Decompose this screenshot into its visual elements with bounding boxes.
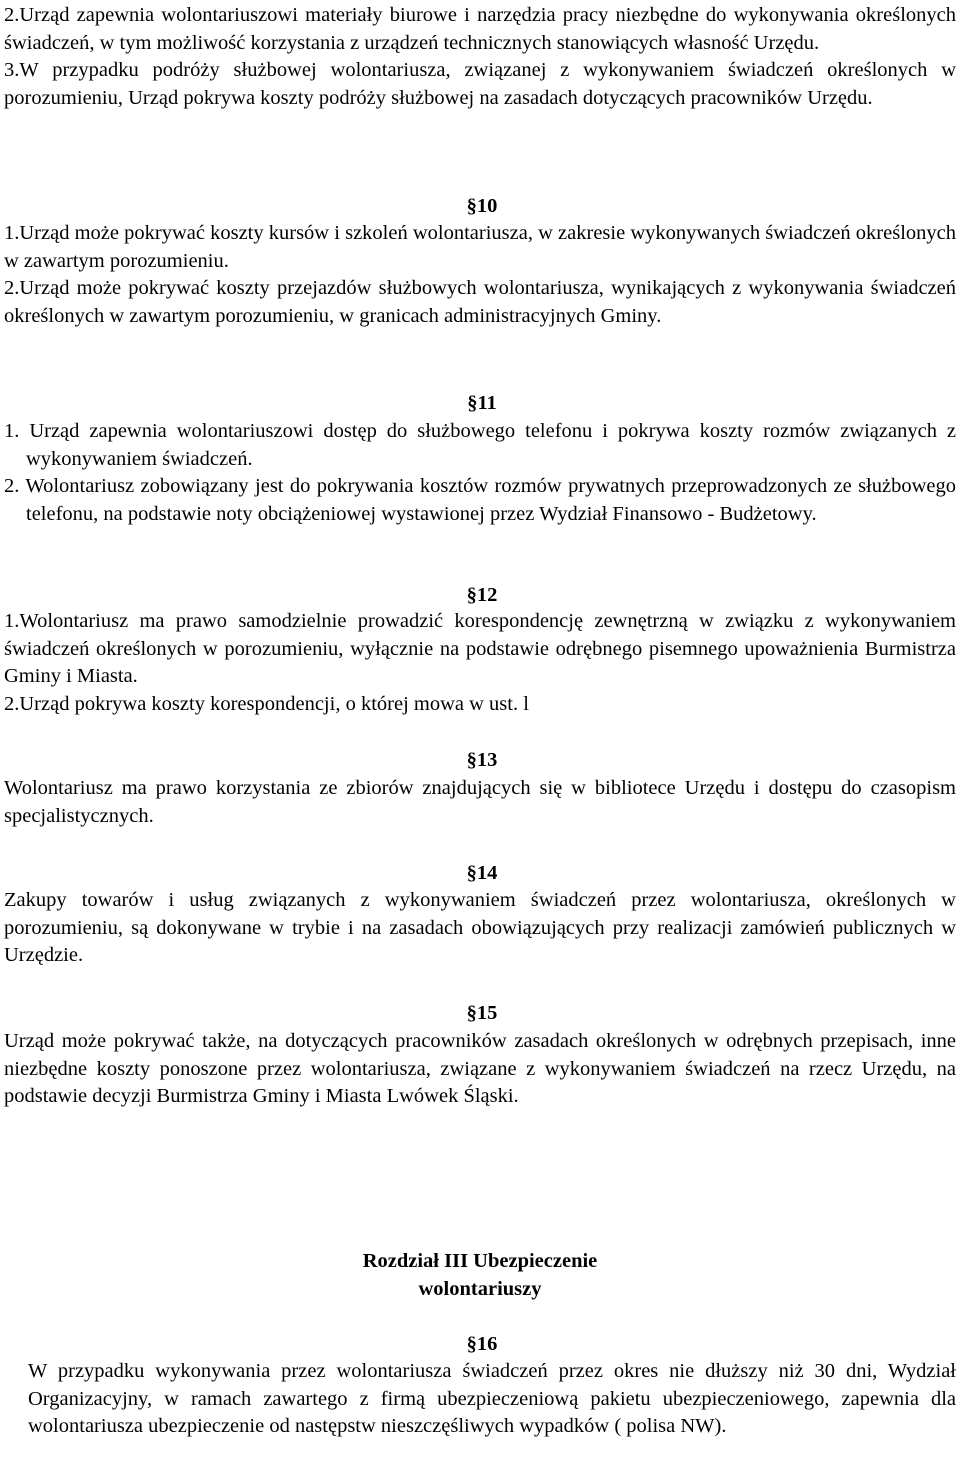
paragraph-2: 2.Urząd zapewnia wolontariuszowi materiały biurowe i narzędzia pracy niezbędne do wykonywania określonych świadczeń, w tym możliwość korzystania z urządzeń technicznych stanowiących własność Urzędu. xyxy=(4,4,956,54)
section-number-14: §14 xyxy=(466,862,498,884)
section-12-paragraph-1: 1.Wolontariusz ma prawo samodzielnie prowadzić korespondencję zewnętrzną w związku z wykonywaniem świadczeń określonych w porozumieniu, wyłącznie na podstawie odrębnego pisemnego upoważnienia Burmistrza Gminy i Miasta. xyxy=(4,610,956,687)
section-14-paragraph-1: Zakupy towarów i usług związanych z wykonywaniem świadczeń przez wolontariusza, określonych w porozumieniu, są dokonywane w trybie i na zasadach obowiązujących przy realizacji zamówień publicznych w Urzędzie. xyxy=(4,889,956,966)
paragraph-3: 3.W przypadku podróży służbowej wolontariusza, związanej z wykonywaniem świadczeń określonych w porozumieniu, Urząd pokrywa koszty podróży służbowej na zasadach dotyczących pracowników Urzędu. xyxy=(4,59,956,109)
section-15 xyxy=(4,1028,956,1111)
section-10-paragraph-2: 2.Urząd może pokrywać koszty przejazdów służbowych wolontariusza, wynikających z wykonywania świadczeń określonych w zawartym porozumieniu, w granicach administracyjnych Gminy. xyxy=(4,277,956,327)
chapter-heading-line-2: wolontariuszy xyxy=(418,1277,542,1300)
section-16-paragraph-1: W przypadku wykonywania przez wolontariusza świadczeń przez okres nie dłuższy niż 30 dni, Wydział Organizacyjny, w ramach zawartego z firmą ubezpieczeniową pakietu ubezpieczeniowego, zapewnia dla wolontariusza ubezpieczenie od następstw nieszczęśliwych wypadków ( polisa NW). xyxy=(28,1360,956,1437)
section-15-paragraph-1: Urząd może pokrywać także, na dotyczących pracowników zasadach określonych w odrębnych przepisach, inne niezbędne koszty ponoszone przez wolontariusza, związane z wykonywaniem świadczeń na rzecz Urzędu, na podstawie decyzji Burmistrza Gminy i Miasta Lwówek Śląski. xyxy=(4,1030,956,1107)
chapter-heading-line-1: Rozdział III Ubezpieczenie xyxy=(362,1250,598,1272)
section-10-paragraph-1: 1.Urząd może pokrywać koszty kursów i szkoleń wolontariusza, w zakresie wykonywanych świadczeń określonych w zawartym porozumieniu. xyxy=(4,222,956,272)
section-11 xyxy=(4,418,956,528)
section-13 xyxy=(4,775,956,830)
section-number-11: §11 xyxy=(467,392,497,414)
section-number-16: §16 xyxy=(466,1333,498,1355)
section-13-paragraph-1: Wolontariusz ma prawo korzystania ze zbiorów znajdujących się w bibliotece Urzędu i dostępu do czasopism specjalistycznych. xyxy=(4,777,956,827)
section-number-12: §12 xyxy=(466,584,498,606)
section-number-10: §10 xyxy=(466,195,498,217)
chapter-heading xyxy=(0,1248,960,1303)
section-10 xyxy=(4,220,956,330)
section-14 xyxy=(4,887,956,970)
section-number-13: §13 xyxy=(466,749,498,771)
section-fragment xyxy=(4,2,956,112)
section-12-paragraph-2: 2.Urząd pokrywa koszty korespondencji, o której mowa w ust. l xyxy=(4,692,529,715)
section-11-paragraph-1: 1. Urząd zapewnia wolontariuszowi dostęp do służbowego telefonu i pokrywa koszty rozmów związanych z wykonywaniem świadczeń. xyxy=(4,420,956,470)
section-12 xyxy=(4,608,956,718)
section-16 xyxy=(28,1358,956,1441)
section-11-paragraph-2: 2. Wolontariusz zobowiązany jest do pokrywania kosztów rozmów prywatnych przeprowadzonych ze służbowego telefonu, na podstawie noty obciążeniowej wystawionej przez Wydział Finansowo - Budżetowy. xyxy=(4,475,956,525)
section-number-15: §15 xyxy=(466,1002,498,1024)
